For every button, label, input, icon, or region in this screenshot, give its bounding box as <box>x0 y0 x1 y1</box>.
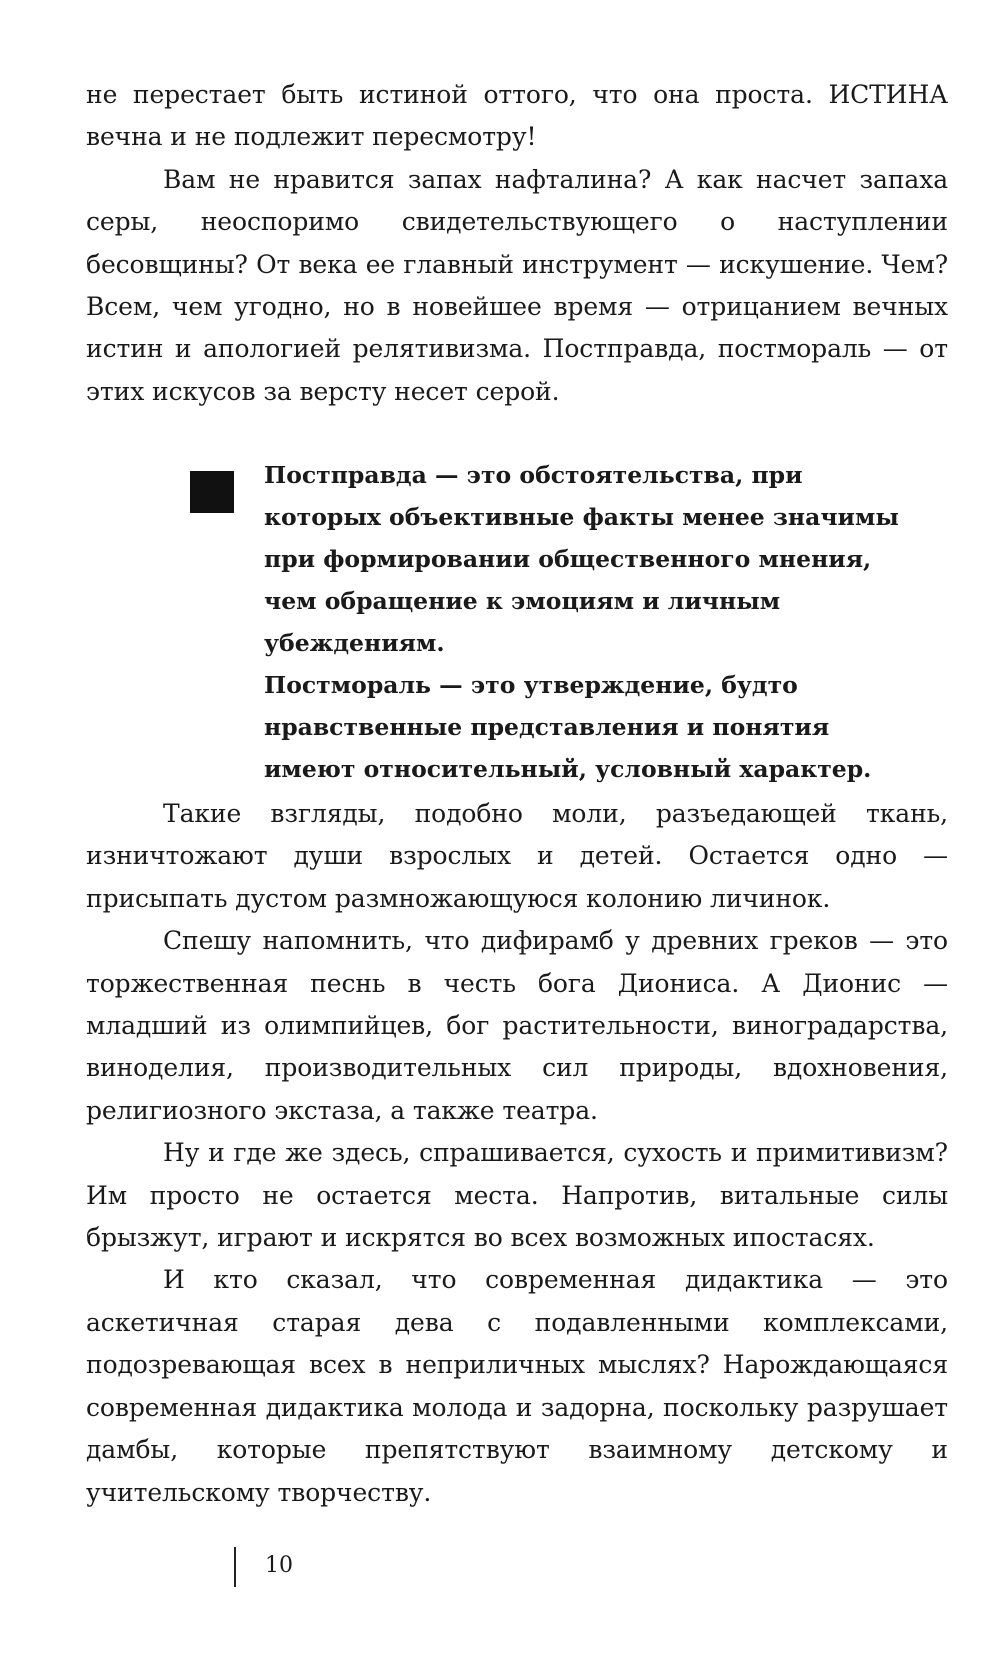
black-square-marker-icon <box>190 471 234 513</box>
folio-divider <box>234 1547 236 1587</box>
paragraph: Ну и где же здесь, спрашивается, сухость и примитивизм? Им просто не остается места. Напротив, витальные силы брызжут, играют и искрятся во всех возможных ипостасях. <box>86 1138 948 1253</box>
paragraph: Спешу напомнить, что дифирамб у древних греков — это торжественная песнь в честь бога Диониса. А Дионис — младший из олимпийцев, бог растительности, виноградарства, виноделия, производительных сил природы, вдохновения, религиозного экстаза, а также театра. <box>86 926 948 1125</box>
definition-text <box>264 454 904 790</box>
definition-post-truth: Постправда — это обстоятельства, при которых объективные факты менее значимы при формировании общественного мнения, чем обращение к эмоциям и личным убеждениям. <box>264 461 899 657</box>
paragraph: Такие взгляды, подобно моли, разъедающей ткань, изничтожают души взрослых и детей. Остается одно — присыпать дустом размножающуюся колонию личинок. <box>86 799 948 913</box>
bottom-text-block <box>86 793 948 1514</box>
definition-post-morality: Постмораль — это утверждение, будто нравственные представления и понятия имеют относительный, условный характер. <box>264 671 872 783</box>
page-number: 10 <box>265 1553 293 1578</box>
paragraph: И кто сказал, что современная дидактика — это аскетичная старая дева с подавленными комплексами, подозревающая всех в неприличных мыслях? Нарождающаяся современная дидактика молода и задорна, поскольку разрушает дамбы, которые препятствуют взаимному детскому и учительскому творчеству. <box>86 1265 948 1507</box>
top-text-block <box>86 74 948 413</box>
paragraph-continuation: не перестает быть истиной оттого, что она проста. ИСТИНА вечна и не подлежит пересмотру! <box>86 80 948 152</box>
paragraph: Вам не нравится запах нафталина? А как насчет запаха серы, неоспоримо свидетельствующего о наступлении бесовщины? От века ее главный инструмент — искушение. Чем? Всем, чем угодно, но в новейшее время — отрицанием вечных истин и апологией релятивизма. Постправда, постмораль — от этих искусов за версту несет серой. <box>86 164 948 406</box>
